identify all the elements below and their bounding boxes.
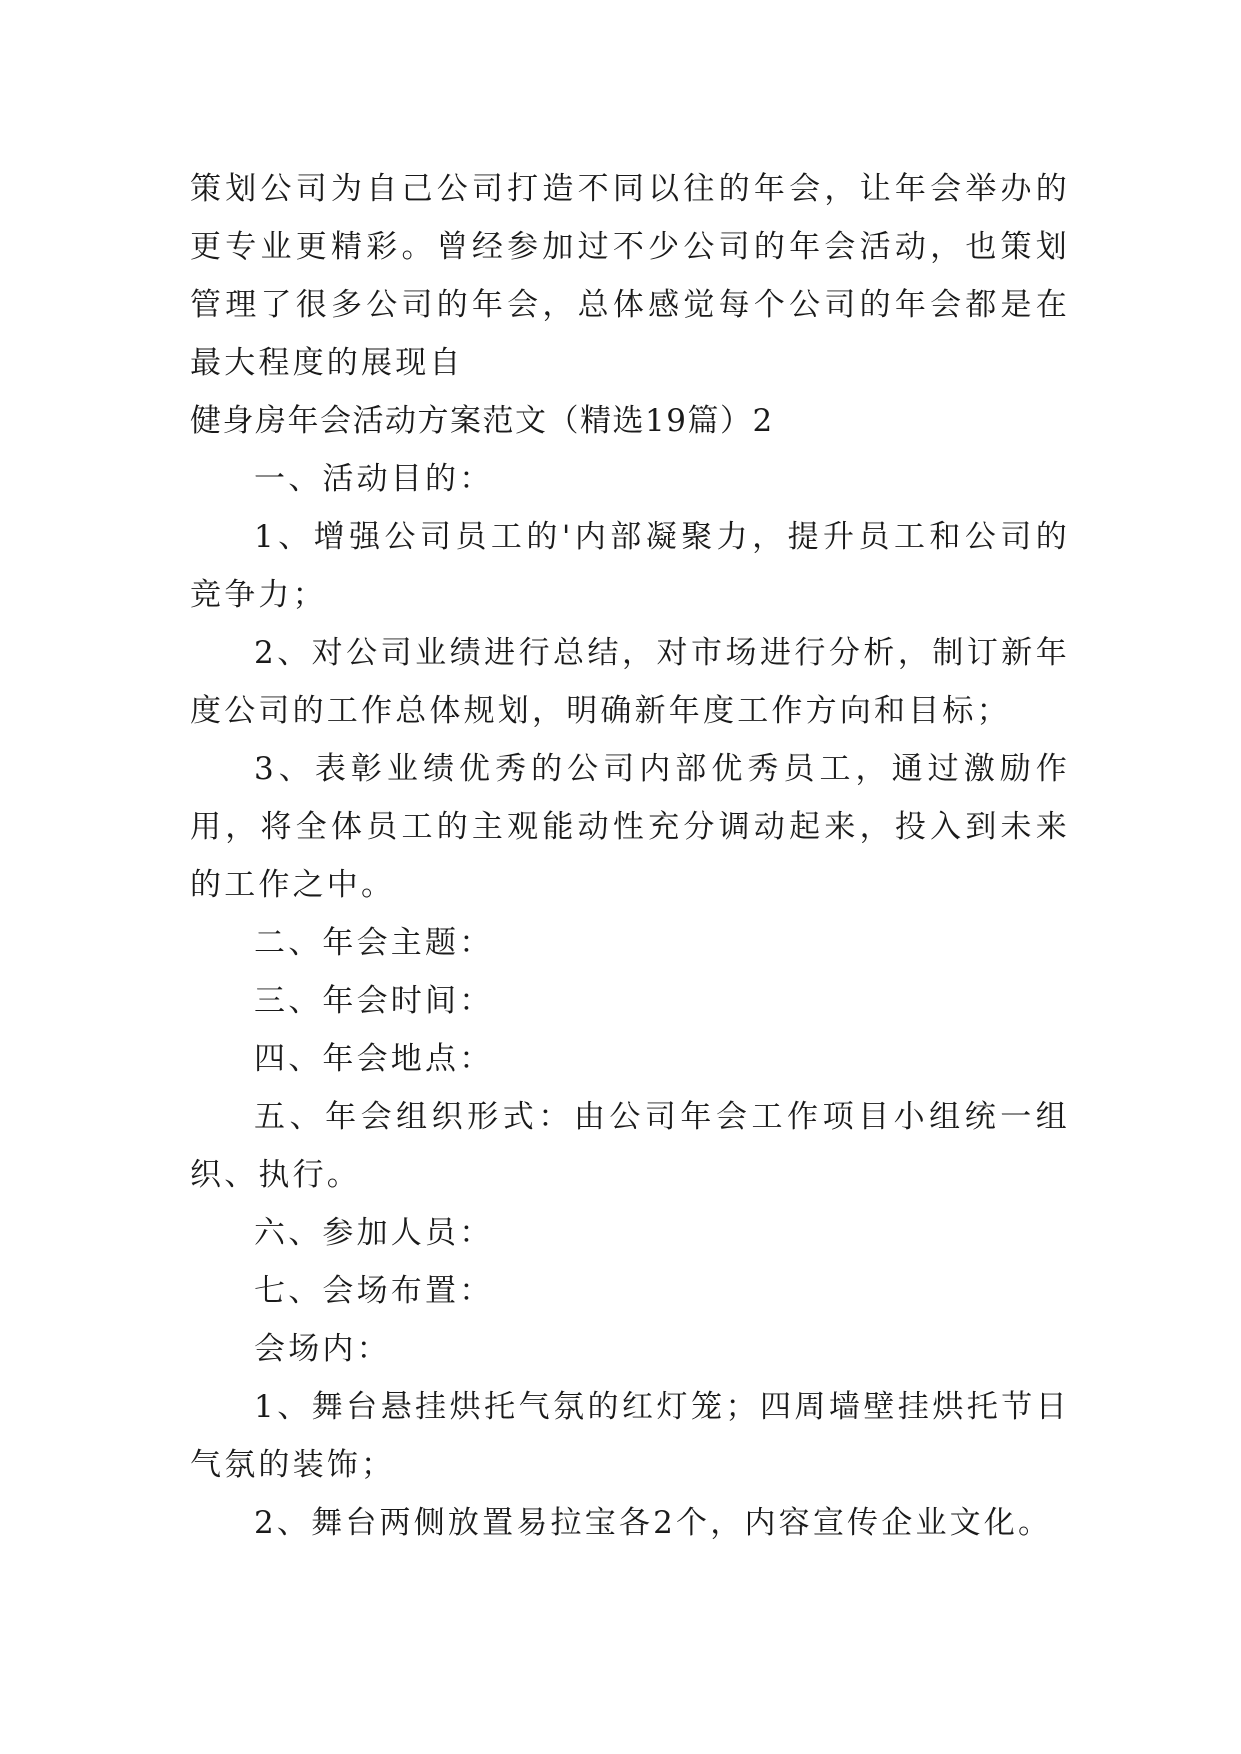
- venue-inside-label: 会场内：: [254, 1331, 391, 1367]
- venue-item-2: 2、舞台两侧放置易拉宝各2个，内容宣传企业文化。: [254, 1505, 1053, 1541]
- purpose-item-1: 1、增强公司员工的'内部凝聚力，提升员工和公司的竞争力；: [190, 519, 1070, 613]
- heading-participants: 六、参加人员：: [254, 1215, 494, 1251]
- purpose-item-3: 3、表彰业绩优秀的公司内部优秀员工，通过激励作用，将全体员工的主观能动性充分调动起来，投入到未来的工作之中。: [190, 751, 1070, 903]
- purpose-item-2: 2、对公司业绩进行总结，对市场进行分析，制订新年度公司的工作总体规划，明确新年度工作方向和目标；: [190, 635, 1070, 729]
- section-title: 健身房年会活动方案范文（精选19篇）2: [190, 403, 774, 439]
- heading-location: 四、年会地点：: [254, 1041, 494, 1077]
- heading-venue-layout: 七、会场布置：: [254, 1273, 494, 1309]
- heading-activity-purpose: 一、活动目的：: [254, 461, 494, 497]
- heading-theme: 二、年会主题：: [254, 925, 494, 961]
- document-body: [190, 160, 1070, 1552]
- heading-time: 三、年会时间：: [254, 983, 494, 1019]
- intro-paragraph: 策划公司为自己公司打造不同以往的年会，让年会举办的更专业更精彩。曾经参加过不少公司的年会活动，也策划管理了很多公司的年会，总体感觉每个公司的年会都是在最大程度的展现自: [190, 171, 1070, 381]
- heading-organization: 五、年会组织形式：由公司年会工作项目小组统一组织、执行。: [190, 1099, 1070, 1193]
- venue-item-1: 1、舞台悬挂烘托气氛的红灯笼；四周墙壁挂烘托节日气氛的装饰；: [190, 1389, 1070, 1483]
